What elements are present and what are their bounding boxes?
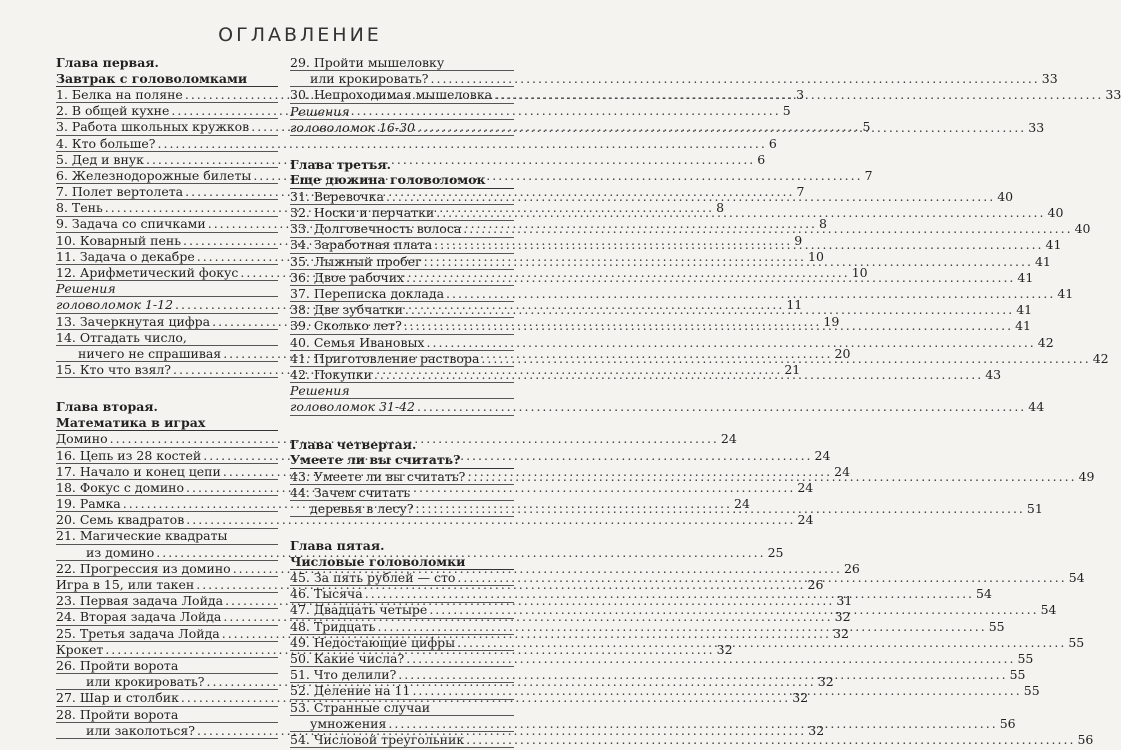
entry-page: 8	[716, 200, 725, 216]
entry-text: или крокировать?	[310, 71, 429, 87]
entry-text: 36. Двое рабочих	[290, 269, 405, 285]
toc-entry[interactable]	[290, 237, 1062, 254]
entry-text: 44. Зачем считать	[290, 484, 411, 500]
entry-page: 33	[1041, 71, 1058, 87]
toc-entry[interactable]	[290, 71, 1058, 87]
entry-text: 41. Приготовление раствора	[290, 350, 480, 366]
leader-dots	[402, 318, 1013, 333]
entry-text: 24. Вторая задача Лойда	[56, 609, 222, 625]
leader-dots	[444, 286, 1055, 301]
entry-page: 41	[1016, 302, 1033, 318]
entry-page: 55	[1017, 651, 1034, 667]
leader-dots	[414, 501, 1025, 516]
entry-text: 20. Семь квадратов	[56, 512, 185, 528]
entry-page: 55	[1023, 683, 1040, 699]
chapter-5-title: Числовые головоломки	[290, 554, 514, 571]
entry-page: 32	[808, 722, 825, 738]
toc-entry[interactable]	[290, 221, 1091, 237]
toc-entry[interactable]	[56, 330, 278, 346]
entry-text: 40. Семья Ивановых	[290, 334, 425, 350]
entry-text: 9. Задача со спичками	[56, 216, 206, 232]
toc-entry[interactable]	[290, 731, 1094, 748]
leader-dots	[384, 189, 995, 204]
entry-text: или крокировать?	[86, 674, 205, 690]
entry-text: 33. Долговечность волоса	[290, 221, 462, 237]
toc-entry[interactable]	[290, 700, 514, 716]
entry-page: 42	[1092, 350, 1109, 366]
entry-page: 20	[834, 345, 851, 361]
chapter-4-title: Умеете ли вы считать?	[290, 452, 514, 469]
entry-page: 10	[851, 265, 868, 281]
entry-page: 41	[1057, 286, 1074, 302]
toc-entry[interactable]	[290, 205, 1064, 221]
toc-entry[interactable]	[290, 485, 514, 501]
entry-page: 24	[814, 447, 831, 463]
toc-entry[interactable]	[56, 658, 278, 674]
entry-text: 34. Заработная плата	[290, 237, 433, 253]
entry-text: 26. Пройти ворота	[56, 657, 179, 673]
chapter-2-title: Математика в играх	[56, 415, 278, 432]
entry-text: Домино	[56, 431, 108, 447]
entry-page: 51	[1026, 500, 1043, 516]
leader-dots	[455, 635, 1066, 650]
entry-page: 24	[834, 463, 851, 479]
entry-text: 12. Арифметический фокус	[56, 265, 239, 281]
entry-page: 33	[1028, 119, 1045, 135]
entry-text: 21. Магические квадраты	[56, 528, 228, 544]
entry-page: 41	[1015, 318, 1031, 334]
entry-page: 55	[1068, 634, 1085, 650]
entry-page: 25	[767, 544, 784, 560]
entry-text: 10. Коварный пень	[56, 232, 181, 248]
toc-entry[interactable]	[56, 135, 777, 152]
entry-text: 14. Отгадать число,	[56, 329, 187, 345]
entry-text: Игра в 15, или такен	[56, 577, 195, 593]
entry-page: 54	[976, 586, 992, 602]
entry-text: Решения	[290, 103, 350, 119]
entry-text: головоломок 16-30	[290, 119, 415, 135]
entry-text: 22. Прогрессия из домино	[56, 560, 231, 576]
entry-text: 47. Двадцать четыре	[290, 602, 428, 618]
leader-dots	[363, 586, 974, 601]
entry-page: 7	[796, 184, 805, 200]
entry-text: 23. Первая задача Лойда	[56, 593, 224, 609]
entry-page: 42	[1037, 334, 1054, 350]
entry-text: 2. В общей кухне	[56, 103, 170, 119]
entry-page: 24	[797, 512, 814, 528]
entry-text: 32. Носки и перчатки	[290, 205, 435, 221]
leader-dots	[396, 667, 1007, 682]
toc-entry[interactable]	[290, 55, 514, 71]
entry-page: 41	[1034, 253, 1051, 269]
entry-text: 51. Что делили?	[290, 667, 397, 683]
toc-entry[interactable]	[56, 281, 278, 297]
entry-text: 30. Непроходимая мышеловка	[290, 87, 493, 103]
page-title: ОГЛАВЛЕНИЕ	[218, 24, 382, 46]
toc-entry[interactable]	[56, 512, 814, 528]
entry-text: 5. Дед и внук	[56, 151, 144, 167]
toc-entry[interactable]	[290, 383, 514, 399]
leader-dots	[386, 716, 997, 731]
entry-page: 26	[807, 577, 824, 593]
entry-page: 31	[836, 593, 853, 609]
entry-page: 10	[808, 248, 824, 264]
entry-page: 24	[797, 479, 814, 495]
chapter-3-title: Еще дюжина головоломок	[290, 172, 514, 189]
entry-text: Решения	[56, 281, 116, 297]
entry-page: 26	[843, 560, 860, 576]
entry-text: 1. Белка на поляне	[56, 86, 183, 102]
entry-text: 50. Какие числа?	[290, 651, 405, 667]
entry-text: 11. Задача о декабре	[56, 248, 195, 264]
entry-text: 53. Странные случаи	[290, 699, 431, 715]
entry-text: ничего не спрашивая	[78, 345, 222, 361]
entry-text: из домино	[86, 544, 155, 560]
entry-page: 3	[796, 86, 805, 102]
leader-dots	[415, 120, 1026, 135]
entry-text: 28. Пройти ворота	[56, 706, 179, 722]
toc-entry[interactable]	[290, 651, 1034, 667]
toc-entry[interactable]	[290, 87, 1121, 103]
leader-dots	[464, 732, 1075, 747]
chapter-2-label: Глава вторая.	[56, 399, 158, 415]
toc-entry[interactable]	[290, 119, 1045, 136]
entry-page: 11	[786, 297, 803, 313]
entry-text: 52. Деление на 11	[290, 683, 411, 699]
entry-text: Крокет	[56, 641, 104, 657]
entry-page: 41	[1017, 269, 1034, 285]
entry-page: 32	[833, 625, 849, 641]
entry-page: 44	[1028, 399, 1045, 415]
leader-dots	[415, 399, 1026, 414]
entry-text: головоломок 31-42	[290, 399, 415, 415]
entry-page: 54	[1040, 602, 1057, 618]
entry-text: или заколоться?	[86, 722, 195, 738]
entry-page: 43	[985, 366, 1002, 382]
entry-text: 8. Тень	[56, 200, 103, 216]
toc-entry[interactable]	[290, 104, 514, 120]
entry-text: деревья в лесу?	[310, 500, 414, 516]
entry-text: 37. Переписка доклада	[290, 286, 445, 302]
entry-text: 27. Шар и столбик	[56, 690, 179, 706]
entry-page: 21	[784, 362, 801, 378]
chapter-1-label: Глава первая.	[56, 55, 159, 70]
entry-text: умножения	[310, 715, 387, 731]
toc-entry[interactable]	[290, 399, 1045, 415]
chapter-4-label: Глава четвертая.	[290, 436, 417, 452]
leader-dots	[375, 619, 986, 634]
toc-entry[interactable]	[290, 286, 1074, 302]
entry-text: 42. Покупки	[290, 366, 372, 382]
entry-page: 56	[1077, 731, 1094, 747]
entry-page: 56	[999, 715, 1016, 731]
leader-dots	[432, 237, 1043, 252]
leader-dots	[465, 469, 1076, 484]
toc-entry[interactable]	[290, 334, 1054, 351]
entry-text: 18. Фокус с домино	[56, 479, 185, 495]
leader-dots	[422, 254, 1033, 269]
toc-entry[interactable]	[56, 707, 278, 723]
entry-page: 40	[997, 188, 1014, 204]
entry-text: 46. Тысяча	[290, 586, 363, 602]
entry-text: 6. Железнодорожные билеты	[56, 167, 252, 183]
chapter-1-title: Завтрак с головоломками	[56, 71, 278, 88]
entry-text: 31. Веревочка	[290, 188, 384, 204]
entry-text: 15. Кто что взял?	[56, 362, 172, 378]
entry-page: 40	[1074, 221, 1091, 237]
entry-text: 49. Недостающие цифры	[290, 634, 456, 650]
leader-dots	[425, 335, 1036, 350]
entry-page: 7	[864, 167, 873, 183]
chapter-5-label: Глава пятая.	[290, 538, 385, 554]
entry-page: 9	[794, 232, 803, 248]
entry-page: 24	[734, 496, 750, 512]
entry-page: 32	[792, 690, 809, 706]
entry-page: 32	[716, 641, 733, 657]
leader-dots	[404, 651, 1015, 666]
leader-dots	[410, 683, 1021, 698]
entry-page: 5	[862, 119, 871, 135]
leader-dots	[492, 87, 1103, 102]
leader-dots	[479, 351, 1090, 366]
entry-text: головоломок 1-12	[56, 297, 174, 313]
toc-entry[interactable]	[56, 529, 278, 545]
entry-text: 4. Кто больше?	[56, 135, 156, 151]
entry-page: 32	[834, 609, 851, 625]
entry-page: 6	[768, 135, 777, 151]
entry-page: 33	[1105, 87, 1121, 103]
leader-dots	[427, 602, 1038, 617]
entry-page: 19	[823, 313, 840, 329]
chapter-3-label: Глава третья.	[290, 156, 391, 172]
leader-dots	[372, 367, 983, 382]
entry-page: 40	[1047, 205, 1064, 221]
entry-text: 38. Две зубчатки	[290, 302, 403, 318]
entry-page: 6	[757, 151, 766, 167]
entry-text: 19. Рамка	[56, 496, 121, 512]
entry-text: 13. Зачеркнутая цифра	[56, 313, 211, 329]
leader-dots	[403, 302, 1014, 317]
entry-text: 29. Пройти мышеловку	[290, 54, 445, 70]
entry-text: 16. Цепь из 28 костей	[56, 447, 202, 463]
entry-page: 24	[720, 431, 737, 447]
leader-dots	[434, 205, 1045, 220]
entry-text: 39. Сколько лет?	[290, 318, 402, 334]
entry-text: 54. Числовой треугольник	[290, 731, 465, 747]
entry-text: 45. За пять рублей — сто	[290, 570, 456, 586]
entry-text: Решения	[290, 383, 350, 399]
entry-page: 32	[817, 674, 834, 690]
leader-dots	[404, 270, 1015, 285]
entry-text: 35. Лыжный пробег	[290, 253, 422, 269]
entry-page: 49	[1078, 468, 1095, 484]
entry-text: 7. Полет вертолета	[56, 184, 184, 200]
entry-page: 55	[1009, 667, 1026, 683]
entry-text: 43. Умеете ли вы считать?	[290, 468, 466, 484]
entry-text: 17. Начало и конец цепи	[56, 463, 221, 479]
entry-page: 55	[988, 618, 1005, 634]
entry-page: 54	[1068, 570, 1085, 586]
entry-text: 3. Работа школьных кружков	[56, 119, 250, 135]
entry-page: 41	[1045, 237, 1062, 253]
entry-page: 5	[782, 103, 791, 119]
entry-text: 25. Третья задача Лойда	[56, 625, 220, 641]
leader-dots	[429, 71, 1040, 86]
entry-page: 8	[819, 216, 827, 232]
leader-dots	[455, 570, 1066, 585]
toc-entry[interactable]	[290, 188, 1014, 205]
leader-dots	[461, 221, 1072, 236]
entry-text: 48. Тридцать	[290, 618, 376, 634]
